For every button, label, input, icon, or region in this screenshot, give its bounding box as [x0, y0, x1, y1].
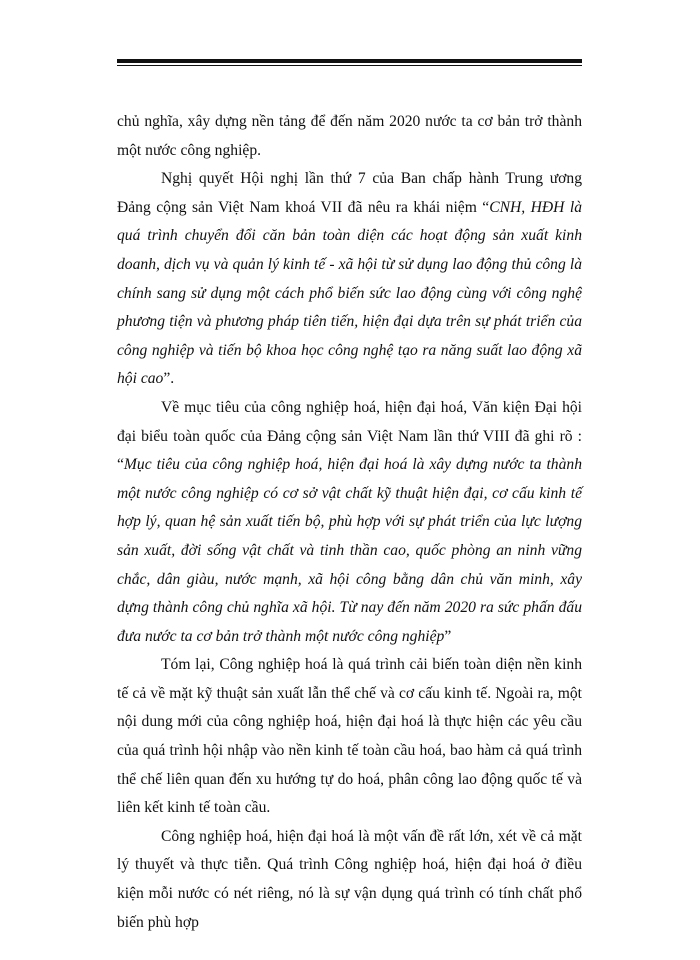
quote-run: Mục tiêu của công nghiệp hoá, hiện đại hoá là xây dựng nước ta thành một nước công nghiệp có cơ sở vật chất kỹ thuật hiện đại, cơ cấu kinh tế hợp lý, quan hệ sản xuất tiến bộ, phù hợp với sự phát triển của lực lượng sản xuất, đời sống vật chất và tinh thần cao, quốc phòng an ninh vững chắc, dân giàu, nước mạnh, xã hội công bằng dân chủ văn minh, xây dựng thành công chủ nghĩa xã hội. Từ nay đến năm 2020 ra sức phấn đấu đưa nước ta cơ bản trở thành một nước công nghiệp — [117, 456, 582, 645]
quote-run: CNH, HĐH là quá trình chuyển đổi căn bản toàn diện các hoạt động sản xuất kinh doanh, dịch vụ và quản lý kinh tế - xã hội từ sử dụng lao động thủ công là chính sang sử dụng một cách phổ biến sức lao động cùng với công nghệ phương tiện và phương pháp tiên tiến, hiện đại dựa trên sự phát triển của công nghiệp và tiến bộ khoa học công nghệ tạo ra năng suất lao động xã hội cao — [117, 198, 582, 388]
paragraph-4 — [117, 651, 582, 823]
text-run: Tóm lại, Công nghiệp hoá là quá trình cải biến toàn diện nền kinh tế cả về mặt kỹ thuật sản xuất lẫn thể chế và cơ cấu kinh tế. Ngoài ra, một nội dung mới của công nghiệp hoá, hiện đại hoá là thực hiện các yêu cầu của quá trình hội nhập vào nền kinh tế toàn cầu hoá, bao hàm cả quá trình thể chế liên quan đến xu hướng tự do hoá, phân công lao động quốc tế và liên kết kinh tế toàn cầu. — [117, 656, 582, 817]
text-run: Công nghiệp hoá, hiện đại hoá là một vấn đề rất lớn, xét về cả mặt lý thuyết và thực tiễn. Quá trình Công nghiệp hoá, hiện đại hoá ở điều kiện mỗi nước có nét riêng, nó là sự vận dụng quá trình có tính chất phổ biến phù hợp — [117, 827, 582, 931]
paragraph-3 — [117, 394, 582, 651]
text-run: chủ nghĩa, xây dựng nền tảng để đến năm 2020 nước ta cơ bản trở thành một nước công nghiệp. — [117, 113, 582, 159]
paragraph-2 — [117, 165, 582, 394]
header-rule-thin — [117, 65, 582, 66]
paragraph-1 — [117, 108, 582, 165]
header-rule-thick — [117, 59, 582, 63]
paragraph-5 — [117, 823, 582, 937]
body-text — [117, 108, 582, 937]
text-run: Về mục tiêu của công nghiệp hoá, hiện đại hoá, Văn kiện Đại hội đại biểu toàn quốc của Đảng cộng sản Việt Nam lần thứ VIII đã ghi rõ : “ — [117, 398, 582, 474]
text-run: ” — [444, 627, 452, 645]
text-run: Nghị quyết Hội nghị lần thứ 7 của Ban chấp hành Trung ương Đảng cộng sản Việt Nam khoá VII đã nêu ra khái niệm “ — [117, 170, 582, 216]
text-run: ”. — [163, 370, 175, 388]
